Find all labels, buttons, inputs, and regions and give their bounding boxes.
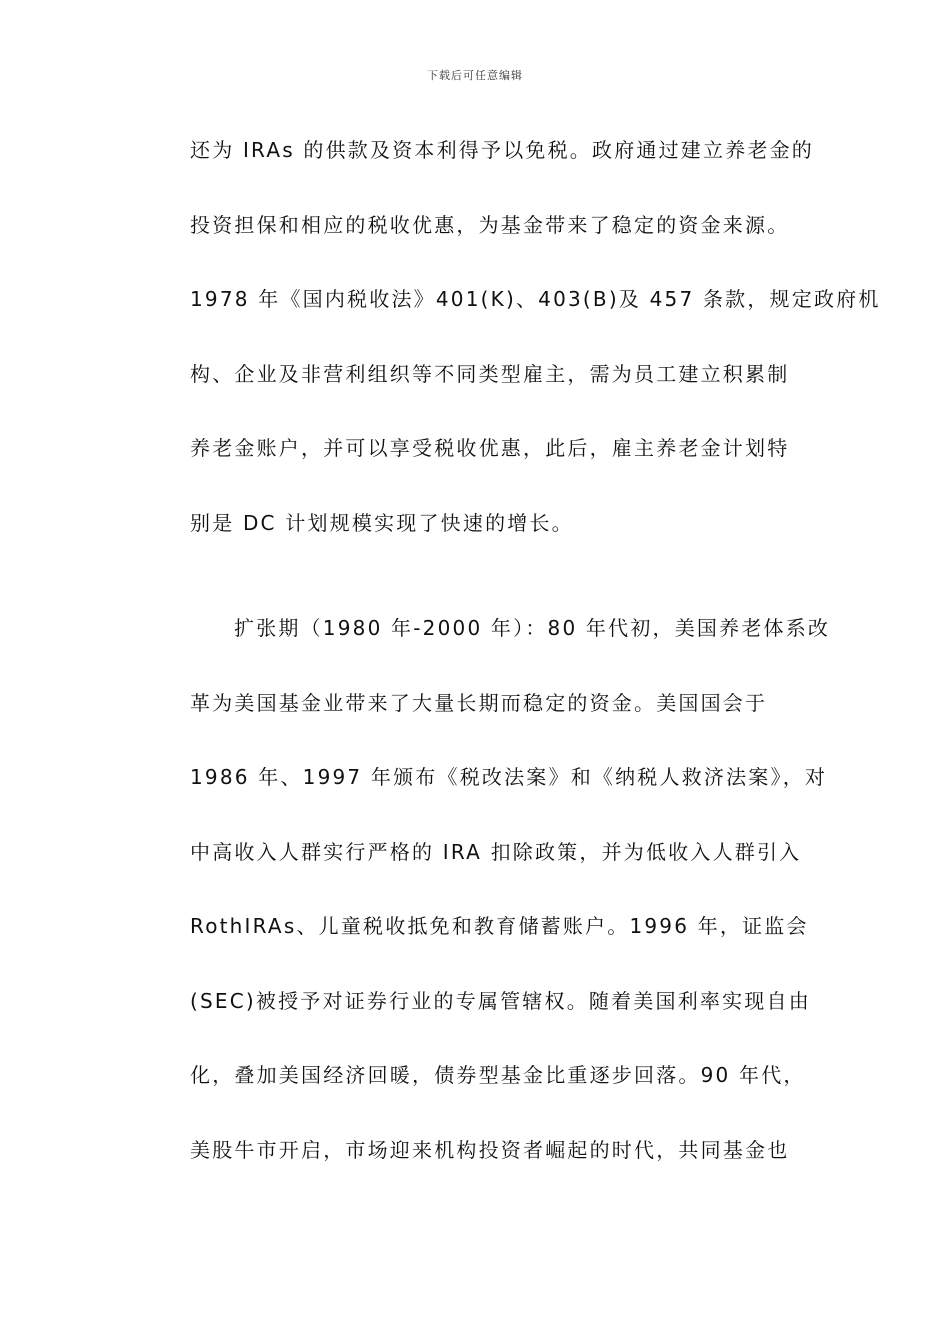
text-line: 美股牛市开启，市场迎来机构投资者崛起的时代，共同基金也 xyxy=(190,1137,790,1162)
text-line: 养老金账户，并可以享受税收优惠，此后，雇主养老金计划特 xyxy=(190,436,790,460)
page-header-note: 下载后可任意编辑 xyxy=(427,69,523,82)
text-line: 革为美国基金业带来了大量长期而稳定的资金。美国国会于 xyxy=(190,690,768,715)
text-line: 化，叠加美国经济回暖，债券型基金比重逐步回落。90 年代， xyxy=(190,1063,806,1087)
document-body xyxy=(190,130,881,1204)
text-line: 别是 DC 计划规模实现了快速的增长。 xyxy=(190,510,574,535)
text-line: 还为 IRAs 的供款及资本利得予以免税。政府通过建立养老金的 xyxy=(190,138,815,162)
paragraph-1 xyxy=(190,130,881,577)
text-line: 构、企业及非营利组织等不同类型雇主，需为员工建立积累制 xyxy=(190,361,790,386)
paragraph-2 xyxy=(190,608,831,1204)
text-line: 中高收入人群实行严格的 IRA 扣除政策，并为低收入人群引入 xyxy=(190,839,802,864)
paragraph-gap xyxy=(190,577,810,608)
text-line: 扩张期（1980 年-2000 年）：80 年代初，美国养老体系改 xyxy=(234,616,831,640)
text-line: 1986 年、1997 年颁布《税改法案》和《纳税人救济法案》，对 xyxy=(190,765,828,789)
text-line: (SEC)被授予对证券行业的专属管辖权。随着美国利率实现自由 xyxy=(190,988,811,1013)
text-line: 1978 年《国内税收法》401(K)、403(B)及 457 条款，规定政府机 xyxy=(190,287,881,311)
text-line: RothIRAs、儿童税收抵免和教育储蓄账户。1996 年，证监会 xyxy=(190,914,809,938)
text-line: 投资担保和相应的税收优惠，为基金带来了稳定的资金来源。 xyxy=(190,212,790,237)
